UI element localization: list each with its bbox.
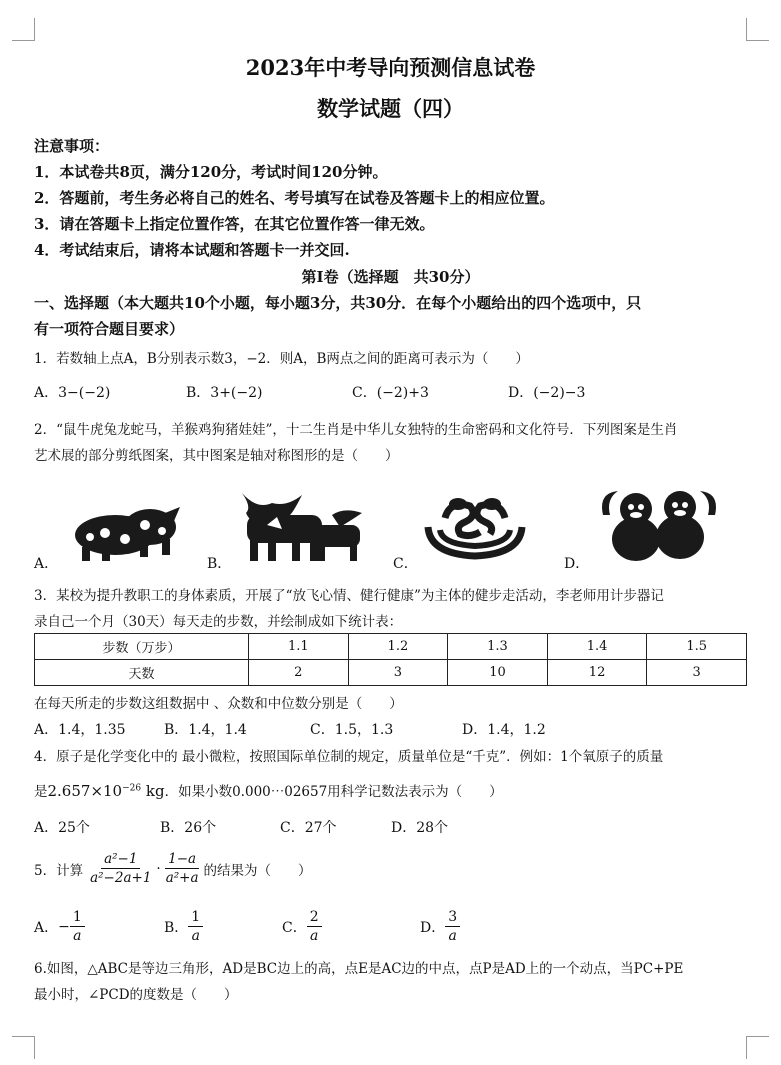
table-cell: 1.1 [249, 634, 349, 660]
monkey-papercut-image [598, 485, 720, 563]
q4-mass: 2.657×10 [47, 782, 123, 800]
crop-mark [746, 18, 769, 41]
option-label: B． [164, 919, 189, 936]
q5-option-a [34, 908, 85, 945]
q1-option-a: A．3−(−2) [34, 385, 111, 401]
q5-option-d [420, 908, 460, 945]
option-label: C． [282, 919, 307, 936]
q4-option-b: B．26个 [160, 820, 217, 836]
q5-prefix: 5．计算 [34, 862, 84, 879]
q2-option-c: C． [393, 556, 418, 572]
q4-option-d: D．28个 [391, 820, 449, 836]
q4-suffix: ．如果小数0.000⋯02657用科学记数法表示为（ ） [164, 784, 503, 800]
option-label: D． [420, 919, 446, 936]
q2-line1: 2．“鼠牛虎兔龙蛇马，羊猴鸡狗猪娃娃”，十二生肖是中华儿女独特的生命密码和文化符号．下列图案是生肖 [34, 422, 678, 438]
fraction-numerator: 3 [445, 908, 460, 927]
q4-exponent: −26 [122, 783, 142, 794]
q4-option-c: C．27个 [280, 820, 337, 836]
q5-dot: · [156, 860, 161, 877]
table-row-header: 天数 [35, 660, 249, 686]
q3-option-b: B．1.4，1.4 [164, 722, 247, 738]
q4-unit: kg [145, 782, 165, 800]
exam-subtitle: 数学试题（四） [317, 96, 464, 121]
q5-fraction-2 [163, 850, 202, 887]
q2-option-d: D． [564, 556, 590, 572]
q5-fraction-1 [87, 850, 154, 887]
table-cell: 10 [448, 660, 548, 686]
q2-line2: 艺术展的部分剪纸图案，其中图案是轴对称图形的是（ ） [34, 448, 399, 464]
pig-papercut-image [70, 495, 185, 565]
fraction-denominator: a²−2a+1 [90, 870, 152, 886]
q3-question: 在每天所走的步数这组数据中 、众数和中位数分别是（ ） [34, 696, 403, 712]
fraction-denominator: a [191, 928, 200, 944]
q4-prefix: 是 [34, 784, 48, 800]
table-cell: 3 [647, 660, 747, 686]
q1-option-b: B．3+(−2) [186, 385, 263, 401]
q3-line2: 录自己一个月（30天）每天走的步数，并绘制成如下统计表： [34, 614, 403, 630]
q4-line1: 4．原子是化学变化中的 最小微粒，按照国际单位制的规定，质量单位是“千克”．例如：1个氧原子的质量 [34, 749, 664, 765]
exam-title: 2023年中考导向预测信息试卷 [245, 55, 536, 80]
table-row-header: 步数（万步） [35, 634, 249, 660]
q1-option-d: D．(−2)−3 [508, 385, 586, 401]
option-fraction [70, 908, 85, 945]
fraction-numerator: a²−1 [101, 850, 140, 869]
section-heading-cont: 有一项符合题目要求） [34, 320, 185, 338]
option-fraction [445, 908, 460, 945]
table-cell: 2 [249, 660, 349, 686]
section-heading: 一、选择题（本大题共10个小题，每小题3分，共30分．在每个小题给出的四个选项中，只 [34, 294, 642, 312]
fraction-denominator: a [73, 928, 82, 944]
part-title: 第Ⅰ卷（选择题 共30分） [301, 268, 480, 286]
fraction-numerator: 1−a [165, 850, 199, 869]
table-row [35, 634, 747, 660]
fraction-numerator: 1 [70, 908, 85, 927]
option-fraction [188, 908, 203, 945]
q2-option-a: A． [34, 556, 59, 572]
steps-table [34, 633, 747, 686]
q3-option-d: D．1.4，1.2 [462, 722, 546, 738]
q6-line2: 最小时，∠PCD的度数是（ ） [34, 987, 238, 1003]
q5-option-b [164, 908, 203, 945]
notice-item: 2．答题前，考生务必将自己的姓名、考号填写在试卷及答题卡上的相应位置。 [34, 189, 555, 207]
q1-stem: 1．若数轴上点A，B分别表示数3，−2．则A，B两点之间的距离可表示为（ ） [34, 351, 529, 367]
fraction-numerator: 2 [307, 908, 322, 927]
table-cell: 1.4 [547, 634, 647, 660]
option-fraction [307, 908, 322, 945]
fraction-denominator: a [448, 928, 457, 944]
table-cell: 1.2 [348, 634, 448, 660]
snake-papercut-image [420, 492, 530, 562]
fraction-denominator: a [310, 928, 319, 944]
fraction-numerator: 1 [188, 908, 203, 927]
q3-line1: 3．某校为提升教职工的身体素质，开展了“放飞心情、健行健康”为主体的健步走活动，李老师用计步器记 [34, 588, 664, 604]
crop-mark [12, 18, 35, 41]
ox-papercut-image [232, 485, 367, 565]
table-cell: 1.5 [647, 634, 747, 660]
crop-mark [746, 1036, 769, 1059]
q3-option-a: A．1.4，1.35 [34, 722, 126, 738]
notice-item: 4．考试结束后，请将本试题和答题卡一并交回. [34, 241, 350, 259]
notice-item: 3．请在答题卡上指定位置作答，在其它位置作答一律无效。 [34, 215, 435, 233]
fraction-denominator: a²+a [165, 870, 199, 886]
notice-heading: 注意事项： [34, 137, 110, 155]
table-cell: 12 [547, 660, 647, 686]
notice-item: 1．本试卷共8页，满分120分，考试时间120分钟。 [34, 163, 388, 181]
q3-option-c: C．1.5，1.3 [310, 722, 394, 738]
table-row [35, 660, 747, 686]
q4-line2 [34, 780, 503, 800]
q5-suffix: 的结果为（ ） [203, 862, 312, 879]
q5-stem [34, 850, 312, 887]
table-cell: 1.3 [448, 634, 548, 660]
q5-option-c [282, 908, 322, 945]
q2-option-b: B． [207, 556, 232, 572]
crop-mark [12, 1036, 35, 1059]
option-sign: − [58, 918, 70, 935]
q4-option-a: A．25个 [34, 820, 90, 836]
q1-option-c: C．(−2)+3 [352, 385, 429, 401]
table-cell: 3 [348, 660, 448, 686]
option-label: A． [34, 919, 59, 936]
q6-line1: 6.如图，△ABC是等边三角形，AD是BC边上的高，点E是AC边的中点，点P是AD上的一个动点，当PC+PE [34, 961, 684, 977]
